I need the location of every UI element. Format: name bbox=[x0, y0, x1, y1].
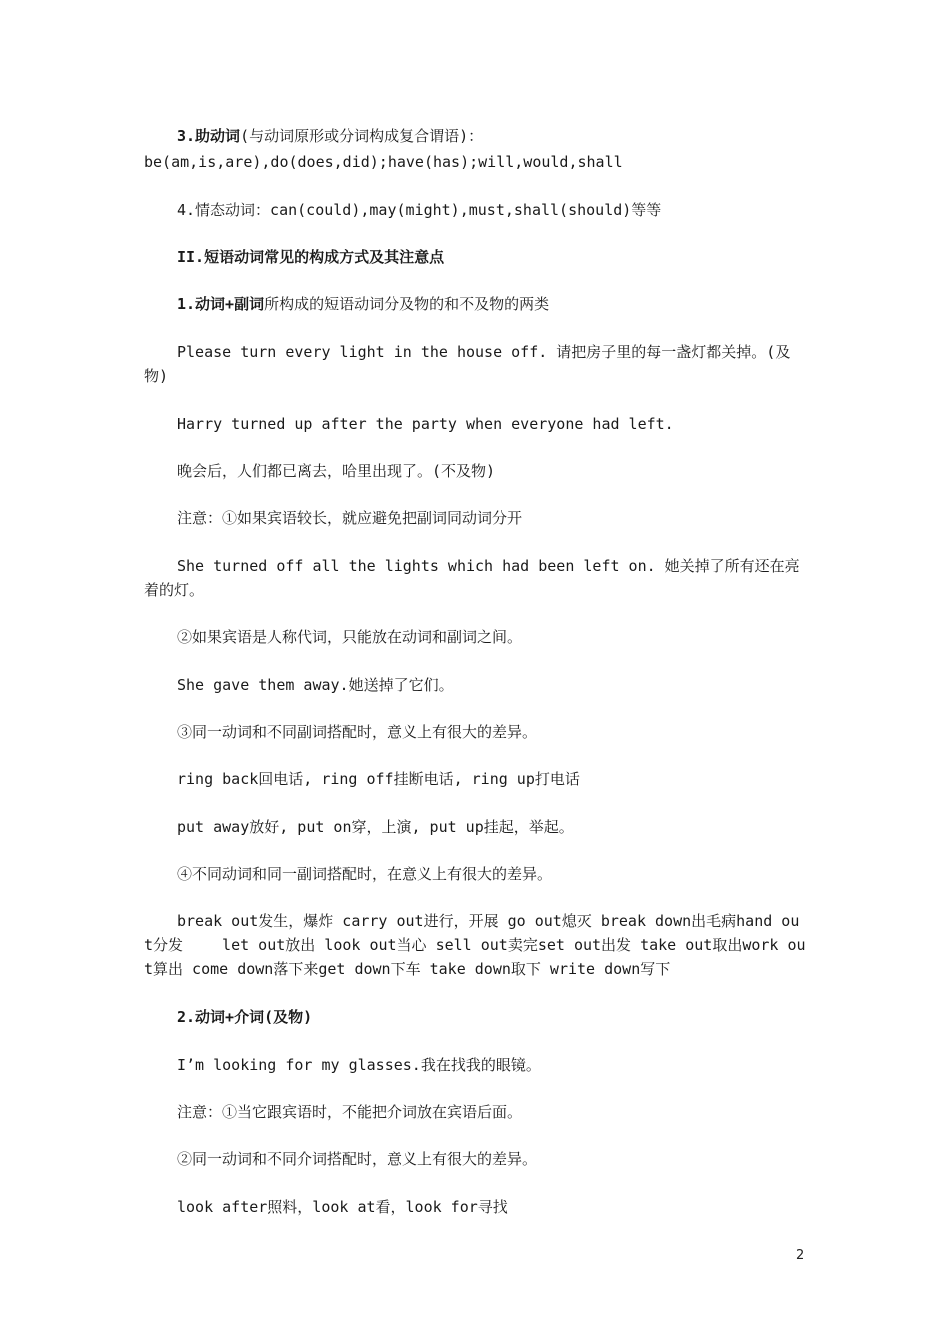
example-gave-them-away: She gave them away.她送掉了它们。 bbox=[177, 676, 454, 694]
paragraph-auxiliary-verbs-heading bbox=[144, 124, 806, 148]
examples-put: put away放好, put on穿，上演, put up挂起，举起。 bbox=[177, 818, 574, 836]
page-number: 2 bbox=[796, 1248, 805, 1263]
example-looking-for-glasses: I’m looking for my glasses.我在找我的眼镜。 bbox=[177, 1056, 541, 1074]
note-same-verb-different-adverb: ③同一动词和不同副词搭配时，意义上有很大的差异。 bbox=[177, 723, 538, 741]
heading-verb-adverb: 1.动词+副词 bbox=[177, 295, 265, 313]
examples-out-down-list: break out发生，爆炸 carry out进行，开展 go out熄灭 break down出毛病hand out分发 let out放出 look out当心 sell out卖完set out出发 take out取出work out算出 come down落下来get down下车 take down取下 write down写下 bbox=[144, 912, 806, 978]
example-turned-off-lights: She turned off all the lights which had been left on. 她关掉了所有还在亮着的灯。 bbox=[144, 557, 800, 599]
example-turned-up: Harry turned up after the party when everyone had left. bbox=[177, 415, 674, 433]
note-same-verb-different-preposition: ②同一动词和不同介词搭配时，意义上有很大的差异。 bbox=[177, 1150, 538, 1168]
paragraph-verb-adverb-heading bbox=[144, 292, 806, 316]
note-preposition-position: 注意：①当它跟宾语时，不能把介词放在宾语后面。 bbox=[177, 1103, 523, 1121]
example-turned-up-translation: 晚会后，人们都已离去，哈里出现了。(不及物) bbox=[177, 462, 496, 480]
note-pronoun-object: ②如果宾语是人称代词，只能放在动词和副词之间。 bbox=[177, 628, 523, 646]
examples-look: look after照料，look at看，look for寻找 bbox=[177, 1198, 508, 1216]
heading-auxiliary-verbs: 3.助动词 bbox=[177, 127, 241, 145]
example-turn-off-light: Please turn every light in the house off. 请把房子里的每一盏灯都关掉。(及物) bbox=[144, 343, 791, 385]
note-long-object: 注意：①如果宾语较长，就应避免把副词同动词分开 bbox=[177, 509, 523, 527]
note-different-verb-same-adverb: ④不同动词和同一副词搭配时，在意义上有很大的差异。 bbox=[177, 865, 553, 883]
heading-verb-preposition: 2.动词+介词(及物) bbox=[177, 1008, 313, 1026]
heading-verb-adverb-desc: 所构成的短语动词分及物的和不及物的两类 bbox=[264, 295, 550, 313]
section-heading-phrasal-verbs: II.短语动词常见的构成方式及其注意点 bbox=[177, 248, 445, 266]
paragraph-auxiliary-verbs-list: be(am,is,are),do(does,did);have(has);will,would,shall bbox=[144, 153, 623, 171]
heading-auxiliary-verbs-note: (与动词原形或分词构成复合谓语)： bbox=[240, 127, 484, 145]
examples-ring: ring back回电话, ring off挂断电话, ring up打电话 bbox=[177, 770, 580, 788]
paragraph-modal-verbs: 4.情态动词：can(could),may(might),must,shall(should)等等 bbox=[177, 201, 662, 219]
